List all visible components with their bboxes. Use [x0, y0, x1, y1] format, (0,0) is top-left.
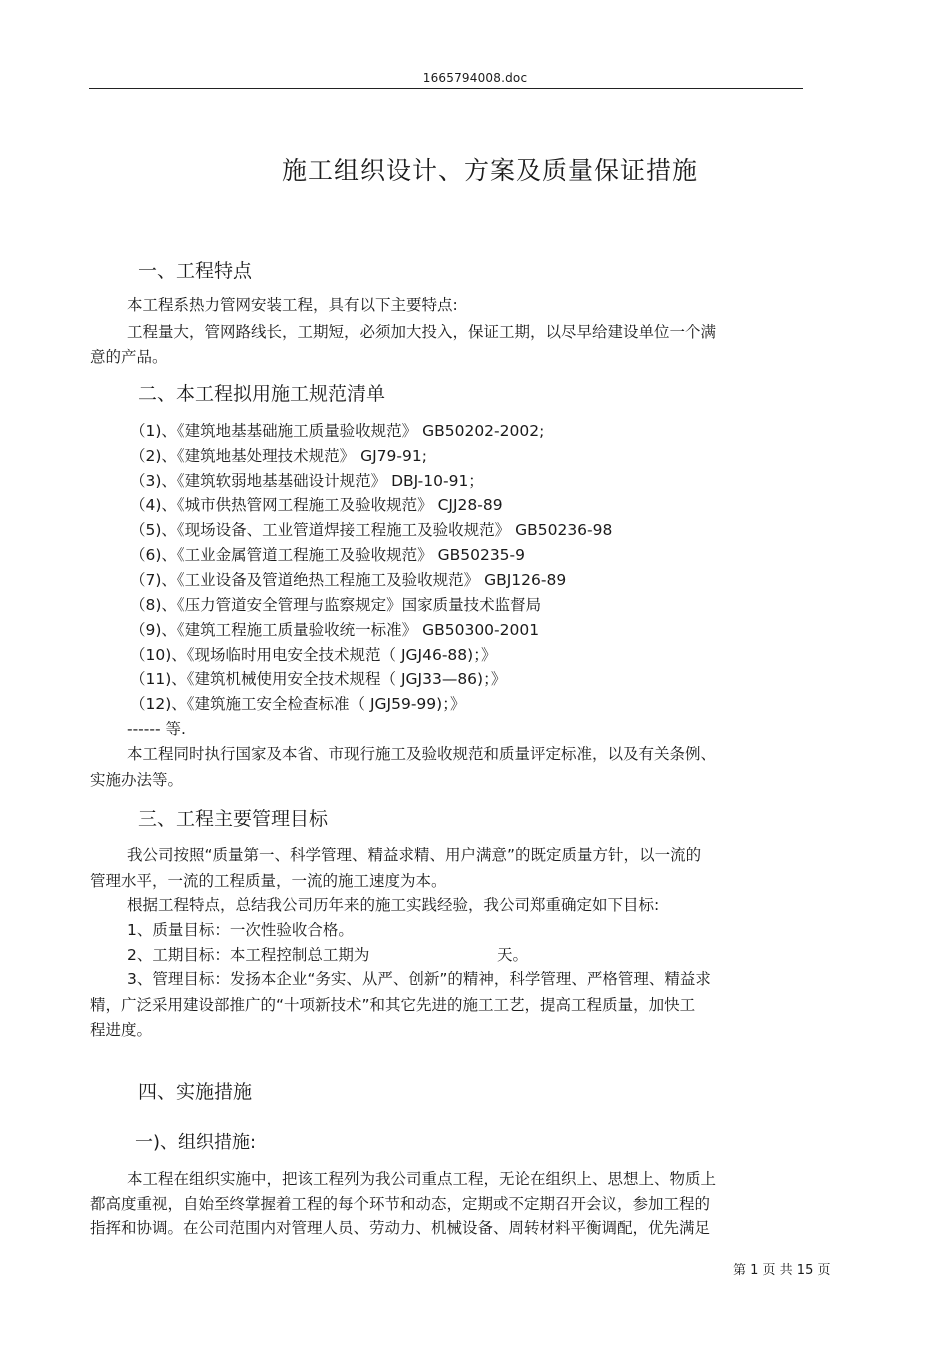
spec-list-item: （8)、《压力管道安全管理与监察规定》国家质量技术监督局 [130, 596, 542, 614]
spec-list-item: （5)、《现场设备、工业管道焊接工程施工及验收规范》 GB50236-98 [130, 521, 613, 539]
document-filename: 1665794008.doc [422, 71, 528, 85]
spec-list-item: （1)、《建筑地基基础施工质量验收规范》 GB50202-2002; [130, 422, 545, 440]
goal-management: 3、管理目标：发扬本企业“务实、从严、创新”的精神，科学管理、严格管理、精益求 [127, 970, 711, 988]
section-3-paragraph: 管理水平，一流的工程质量，一流的施工速度为本。 [90, 872, 447, 890]
section-2-paragraph: 实施办法等。 [90, 771, 184, 789]
spec-list-item: （2)、《建筑地基处理技术规范》 GJ79-91; [130, 447, 427, 465]
section-4-paragraph: 都高度重视，自始至终掌握着工程的每个环节和动态，定期或不定期召开会议，参加工程的 [90, 1195, 711, 1213]
section-2-heading: 二、本工程拟用施工规范清单 [138, 383, 386, 405]
goal-management: 精，广泛采用建设部推广的“十项新技术”和其它先进的施工工艺，提高工程质量，加快工 [90, 996, 696, 1014]
spec-list-item: （11)、《建筑机械使用安全技术规程（ JGJ33—86)；》 [130, 670, 507, 688]
section-1-paragraph: 意的产品。 [90, 348, 168, 366]
header-divider [89, 88, 803, 89]
spec-list-item: （12)、《建筑施工安全检查标准（ JGJ59-99)；》 [130, 695, 466, 713]
spec-list-item: （10)、《现场临时用电安全技术规范（ JGJ46-88)；》 [130, 646, 497, 664]
section-3-paragraph: 根据工程特点，总结我公司历年来的施工实践经验，我公司郑重确定如下目标: [127, 896, 660, 914]
goal-quality: 1、质量目标：一次性验收合格。 [127, 921, 354, 939]
spec-list-item: （9)、《建筑工程施工质量验收统一标准》 GB50300-2001 [130, 621, 540, 639]
section-4-paragraph: 指挥和协调。在公司范围内对管理人员、劳动力、机械设备、周转材料平衡调配，优先满足 [90, 1219, 711, 1237]
goal-schedule: 2、工期目标：本工程控制总工期为 [127, 946, 370, 964]
spec-list-item: （4)、《城市供热管网工程施工及验收规范》 CJJ28-89 [130, 496, 503, 514]
section-4-paragraph: 本工程在组织实施中，把该工程列为我公司重点工程，无论在组织上、思想上、物质上 [127, 1170, 717, 1188]
section-3-paragraph: 我公司按照“质量第一、科学管理、精益求精、用户满意”的既定质量方针，以一流的 [127, 846, 702, 864]
spec-list-item: （7)、《工业设备及管道绝热工程施工及验收规范》 GBJ126-89 [130, 571, 567, 589]
page-number: 第 1 页 共 15 页 [733, 1263, 831, 1278]
spec-list-item: （3)、《建筑软弱地基基础设计规范》 DBJ-10-91； [130, 472, 484, 490]
spec-list-etc: ------ 等. [127, 720, 186, 738]
section-1-heading: 一、工程特点 [138, 260, 253, 282]
spec-list-item: （6)、《工业金属管道工程施工及验收规范》 GB50235-9 [130, 546, 525, 564]
goal-management: 程进度。 [90, 1021, 153, 1039]
section-2-paragraph: 本工程同时执行国家及本省、市现行施工及验收规范和质量评定标准，以及有关条例、 [127, 745, 717, 763]
goal-schedule-unit: 天。 [497, 946, 529, 964]
section-1-paragraph: 工程量大，管网路线长，工期短，必须加大投入，保证工期，以尽早给建设单位一个满 [127, 323, 717, 341]
section-4-heading: 四、实施措施 [138, 1081, 253, 1103]
section-1-paragraph: 本工程系热力管网安装工程，具有以下主要特点: [127, 296, 458, 314]
document-title: 施工组织设计、方案及质量保证措施 [281, 156, 698, 185]
section-3-heading: 三、工程主要管理目标 [138, 808, 329, 830]
subsection-heading: 一)、组织措施: [135, 1132, 257, 1153]
